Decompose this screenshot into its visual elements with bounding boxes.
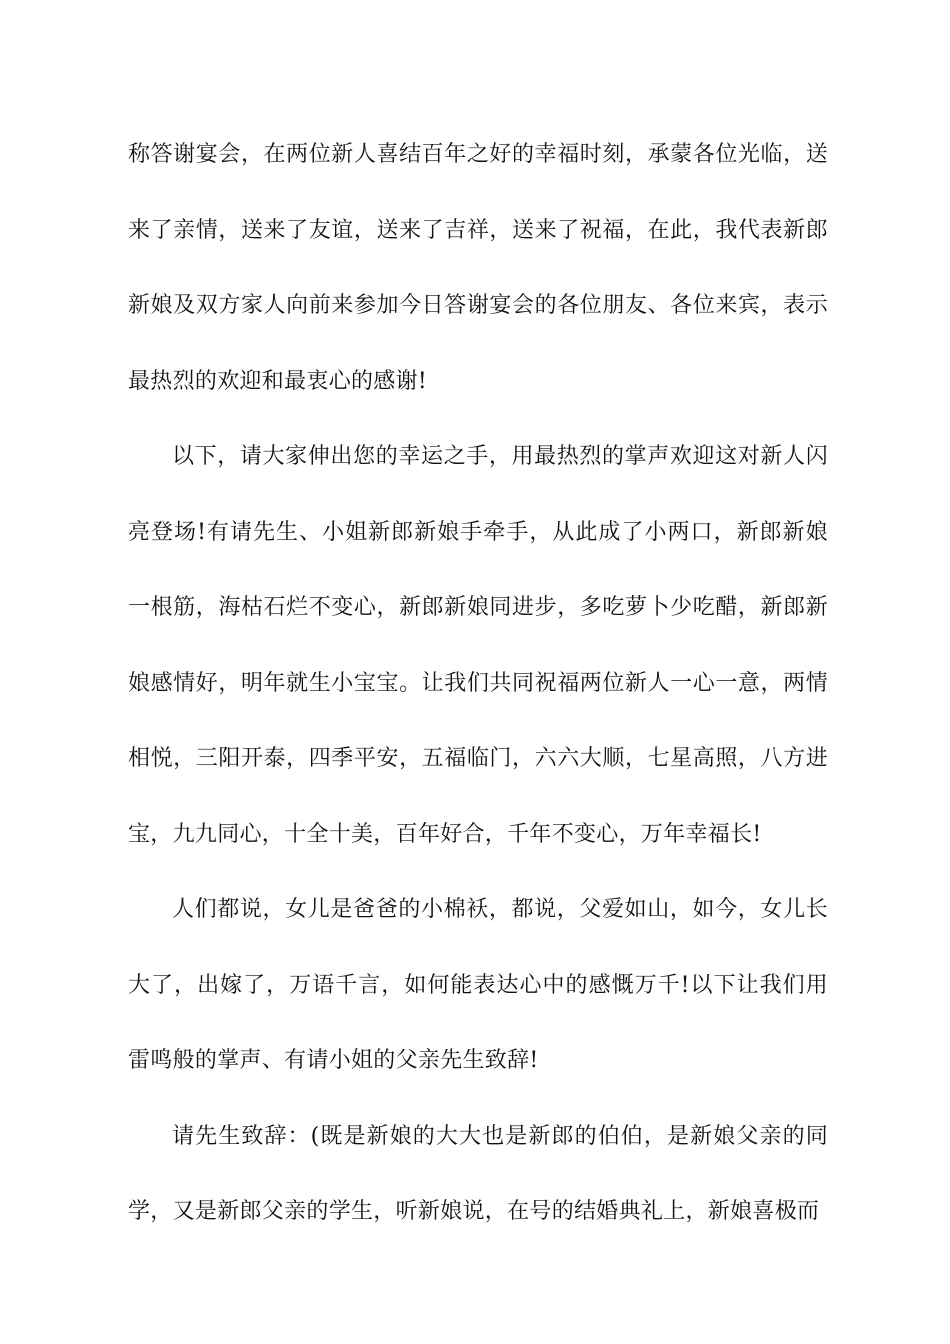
paragraph-continuation: 称答谢宴会，在两位新人喜结百年之好的幸福时刻，承蒙各位光临，送来了亲情，送来了友谊，送来了吉祥，送来了祝福，在此，我代表新郎新娘及双方家人向前来参加今日答谢宴会的各位朋友、各位来宾，表示最热烈的欢迎和最衷心的感谢!	[128, 142, 828, 394]
paragraph-welcome-couple: 以下，请大家伸出您的幸运之手，用最热烈的掌声欢迎这对新人闪亮登场!有请先生、小姐新郎新娘手牵手，从此成了小两口，新郎新娘一根筋，海枯石烂不变心，新郎新娘同进步，多吃萝卜少吃醋，新郎新娘感情好，明年就生小宝宝。让我们共同祝福两位新人一心一意，两情相悦，三阳开泰，四季平安，五福临门，六六大顺，七星高照，八方进宝，九九同心，十全十美，百年好合，千年不变心，万年幸福长!	[128, 444, 828, 847]
paragraph-father-intro: 人们都说，女儿是爸爸的小棉袄，都说，父爱如山，如今，女儿长大了，出嫁了，万语千言，如何能表达心中的感慨万千!以下让我们用雷鸣般的掌声、有请小姐的父亲先生致辞!	[128, 897, 828, 1073]
document-body	[128, 117, 828, 1250]
paragraph-speech-intro: 请先生致辞：(既是新娘的大大也是新郎的伯伯，是新娘父亲的同学，又是新郎父亲的学生，听新娘说，在号的结婚典礼上，新娘喜极而	[128, 1123, 828, 1224]
